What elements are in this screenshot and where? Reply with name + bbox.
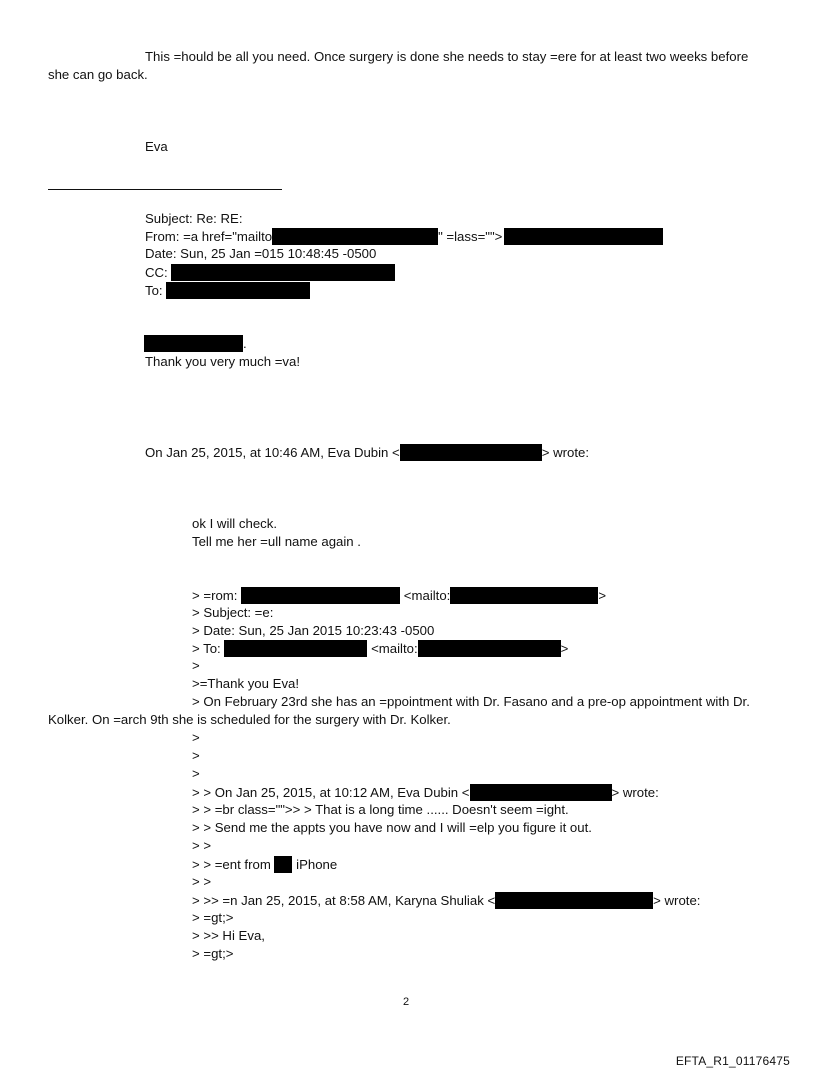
quote-intro-prefix: On Jan 25, 2015, at 10:46 AM, Eva Dubin <: [145, 445, 400, 460]
redaction-box: [274, 856, 292, 873]
header-cc-label: CC:: [145, 265, 168, 280]
redaction-box: [224, 640, 367, 657]
redaction-box: [241, 587, 400, 604]
thread-line: >: [192, 748, 200, 763]
header2-from-label: > =rom:: [192, 588, 238, 603]
thread-line: > > Send me the appts you have now and I will =elp you figure it out.: [192, 820, 592, 835]
header2-mailto-open: <mailto:: [371, 641, 418, 656]
header2-mailto-open: <mailto:: [403, 588, 451, 603]
header2-to-label: > To:: [192, 641, 221, 656]
thread-line-suffix: > wrote:: [611, 785, 659, 800]
page-number: 2: [403, 996, 410, 1008]
header-cc: [145, 264, 395, 281]
thread-line-suffix: > wrote:: [653, 893, 701, 908]
document-id: EFTA_R1_01176475: [675, 1054, 790, 1068]
header2-mailto-close: >: [598, 588, 607, 603]
redaction-box: [400, 444, 542, 461]
redaction-box: [495, 892, 653, 909]
header-date: Date: Sun, 25 Jan =015 10:48:45 -0500: [145, 246, 377, 261]
thread-line: >=Thank you Eva!: [192, 676, 300, 691]
quote-intro-suffix: > wrote:: [541, 445, 590, 460]
thread-line-suffix: iPhone: [296, 857, 338, 872]
thread-line: [192, 892, 700, 909]
header2-date: > Date: Sun, 25 Jan 2015 10:23:43 -0500: [192, 623, 435, 638]
thread-line: [192, 784, 659, 801]
header-from-prefix: From: =a href="mailto: [145, 229, 273, 244]
thread-line: [192, 856, 337, 873]
redaction-box: [470, 784, 612, 801]
reply-thanks: Thank you very much =va!: [145, 354, 301, 369]
redaction-box: [504, 228, 663, 245]
redaction-box: [418, 640, 561, 657]
thread-line: > On February 23rd she has an =ppointment with Dr. Fasano and a pre-op appointment with Dr.: [192, 694, 750, 709]
body-line-2: she can go back.: [48, 67, 148, 82]
header2-from: [192, 587, 606, 604]
thread-line: > >> Hi Eva,: [192, 928, 265, 943]
thread-line: > >: [192, 838, 212, 853]
thread-line-prefix: > > =ent from: [192, 857, 271, 872]
thread-line: > >: [192, 874, 212, 889]
signature: Eva: [145, 139, 168, 154]
quote-line-1: ok I will check.: [192, 516, 278, 531]
reply-greeting: [144, 335, 247, 352]
redaction-box: [450, 587, 598, 604]
reply-period: .: [243, 336, 247, 351]
header-subject: Subject: Re: RE:: [145, 211, 243, 226]
redaction-box: [166, 282, 310, 299]
header2-subject: > Subject: =e:: [192, 605, 274, 620]
header2-gt: >: [192, 658, 200, 673]
quote-intro: [145, 444, 589, 461]
divider: [48, 189, 282, 190]
redaction-box: [272, 228, 438, 245]
thread-line: > > =br class="">> > That is a long time ...... Doesn't seem =ight.: [192, 802, 569, 817]
header-from-mid: " =lass="">: [438, 229, 503, 244]
header-to: [145, 282, 310, 299]
header-to-label: To:: [145, 283, 163, 298]
thread-line: >: [192, 766, 200, 781]
redaction-box: [144, 335, 243, 352]
thread-line: Kolker. On =arch 9th she is scheduled for the surgery with Dr. Kolker.: [48, 712, 451, 727]
redaction-box: [171, 264, 395, 281]
quote-line-2: Tell me her =ull name again .: [192, 534, 361, 549]
header-from: [145, 228, 663, 245]
thread-line: > =gt;>: [192, 946, 234, 961]
thread-line-prefix: > > On Jan 25, 2015, at 10:12 AM, Eva Dubin <: [192, 785, 470, 800]
header2-to: [192, 640, 568, 657]
thread-line-prefix: > >> =n Jan 25, 2015, at 8:58 AM, Karyna Shuliak <: [192, 893, 496, 908]
body-line-1: This =hould be all you need. Once surgery is done she needs to stay =ere for at least two weeks before: [145, 49, 749, 64]
header2-mailto-close: >: [560, 641, 569, 656]
thread-line: > =gt;>: [192, 910, 234, 925]
thread-line: >: [192, 730, 200, 745]
